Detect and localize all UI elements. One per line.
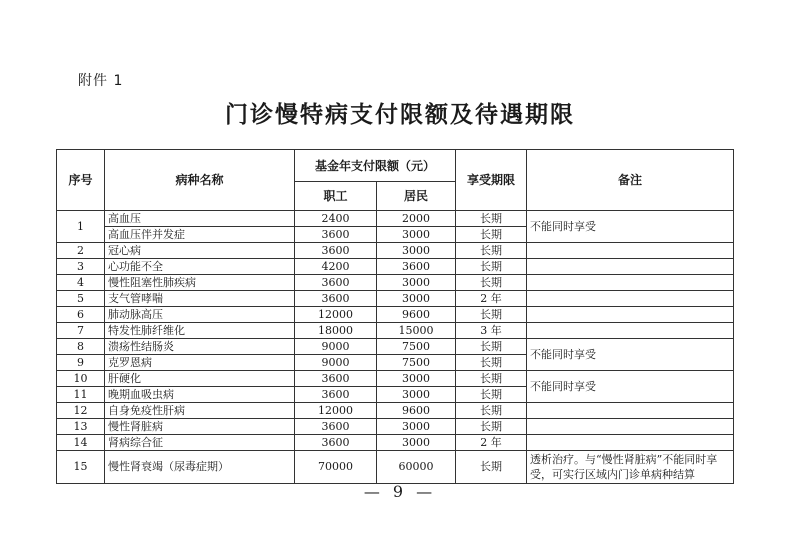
row-remark — [527, 435, 734, 451]
row-resident: 3000 — [377, 243, 456, 259]
row-no: 14 — [57, 435, 105, 451]
row-resident: 7500 — [377, 339, 456, 355]
row-period: 长期 — [456, 339, 527, 355]
row-resident: 2000 — [377, 211, 456, 227]
row-remark: 不能同时享受 — [527, 339, 734, 371]
row-no: 8 — [57, 339, 105, 355]
row-period: 2 年 — [456, 291, 527, 307]
row-resident: 9600 — [377, 307, 456, 323]
row-remark — [527, 307, 734, 323]
row-resident: 60000 — [377, 451, 456, 484]
row-disease: 肾病综合征 — [105, 435, 295, 451]
row-remark: 不能同时享受 — [527, 211, 734, 243]
row-resident: 9600 — [377, 403, 456, 419]
row-no: 12 — [57, 403, 105, 419]
header-period: 享受期限 — [456, 150, 527, 211]
row-resident: 3600 — [377, 259, 456, 275]
row-resident: 3000 — [377, 387, 456, 403]
row-period: 长期 — [456, 227, 527, 243]
row-disease: 慢性阻塞性肺疾病 — [105, 275, 295, 291]
header-resident: 居民 — [377, 182, 456, 211]
limits-table — [56, 149, 734, 484]
row-disease: 慢性肾脏病 — [105, 419, 295, 435]
row-disease: 慢性肾衰竭（尿毒症期） — [105, 451, 295, 484]
row-disease: 溃疡性结肠炎 — [105, 339, 295, 355]
row-resident: 3000 — [377, 435, 456, 451]
row-resident: 3000 — [377, 419, 456, 435]
row-resident: 3000 — [377, 371, 456, 387]
table-row — [57, 259, 734, 275]
row-employee: 3600 — [295, 371, 377, 387]
row-disease: 高血压 — [105, 211, 295, 227]
row-employee: 70000 — [295, 451, 377, 484]
row-no: 7 — [57, 323, 105, 339]
row-disease: 肝硬化 — [105, 371, 295, 387]
row-period: 长期 — [456, 403, 527, 419]
table-row — [57, 291, 734, 307]
page-title: 门诊慢特病支付限额及待遇期限 — [225, 102, 575, 128]
row-no: 1 — [57, 211, 105, 243]
table-row — [57, 435, 734, 451]
row-resident: 3000 — [377, 227, 456, 243]
row-employee: 3600 — [295, 291, 377, 307]
table-row — [57, 307, 734, 323]
row-remark: 透析治疗。与“慢性肾脏病”不能同时享受，可实行区域内门诊单病种结算 — [527, 451, 734, 484]
row-period: 长期 — [456, 259, 527, 275]
header-fund-limit: 基金年支付限额（元） — [295, 150, 456, 182]
row-period: 2 年 — [456, 435, 527, 451]
row-disease: 高血压伴并发症 — [105, 227, 295, 243]
header-no: 序号 — [57, 150, 105, 211]
row-resident: 15000 — [377, 323, 456, 339]
table-row — [57, 371, 734, 387]
row-employee: 3600 — [295, 275, 377, 291]
row-employee: 3600 — [295, 419, 377, 435]
row-disease: 支气管哮喘 — [105, 291, 295, 307]
row-disease: 肺动脉高压 — [105, 307, 295, 323]
row-no: 13 — [57, 419, 105, 435]
page-number: — 9 — — [363, 482, 437, 501]
row-no: 9 — [57, 355, 105, 371]
row-remark — [527, 291, 734, 307]
row-no: 15 — [57, 451, 105, 484]
row-remark — [527, 243, 734, 259]
row-period: 长期 — [456, 387, 527, 403]
table-row — [57, 419, 734, 435]
row-remark — [527, 275, 734, 291]
row-resident: 3000 — [377, 275, 456, 291]
row-employee: 3600 — [295, 435, 377, 451]
header-employee: 职工 — [295, 182, 377, 211]
row-period: 长期 — [456, 243, 527, 259]
row-no: 6 — [57, 307, 105, 323]
table-row — [57, 323, 734, 339]
row-no: 11 — [57, 387, 105, 403]
row-disease: 冠心病 — [105, 243, 295, 259]
row-remark — [527, 259, 734, 275]
row-period: 3 年 — [456, 323, 527, 339]
row-period: 长期 — [456, 371, 527, 387]
row-employee: 3600 — [295, 387, 377, 403]
header-remark: 备注 — [527, 150, 734, 211]
row-no: 5 — [57, 291, 105, 307]
row-period: 长期 — [456, 307, 527, 323]
row-period: 长期 — [456, 355, 527, 371]
row-employee: 12000 — [295, 307, 377, 323]
row-period: 长期 — [456, 275, 527, 291]
row-disease: 特发性肺纤维化 — [105, 323, 295, 339]
row-period: 长期 — [456, 211, 527, 227]
row-remark — [527, 323, 734, 339]
row-no: 3 — [57, 259, 105, 275]
row-employee: 9000 — [295, 355, 377, 371]
row-disease: 晚期血吸虫病 — [105, 387, 295, 403]
row-employee: 2400 — [295, 211, 377, 227]
row-no: 10 — [57, 371, 105, 387]
row-employee: 4200 — [295, 259, 377, 275]
table-row — [57, 243, 734, 259]
row-employee: 3600 — [295, 243, 377, 259]
row-disease: 自身免疫性肝病 — [105, 403, 295, 419]
table-row — [57, 403, 734, 419]
row-employee: 9000 — [295, 339, 377, 355]
table-row — [57, 275, 734, 291]
row-no: 2 — [57, 243, 105, 259]
row-period: 长期 — [456, 419, 527, 435]
row-remark — [527, 403, 734, 419]
attachment-label: 附件 1 — [78, 73, 124, 89]
row-employee: 3600 — [295, 227, 377, 243]
table-row — [57, 211, 734, 227]
row-remark — [527, 419, 734, 435]
row-resident: 7500 — [377, 355, 456, 371]
row-remark: 不能同时享受 — [527, 371, 734, 403]
row-disease: 心功能不全 — [105, 259, 295, 275]
row-disease: 克罗恩病 — [105, 355, 295, 371]
row-employee: 12000 — [295, 403, 377, 419]
row-employee: 18000 — [295, 323, 377, 339]
row-period: 长期 — [456, 451, 527, 484]
table-row — [57, 339, 734, 355]
row-resident: 3000 — [377, 291, 456, 307]
row-no: 4 — [57, 275, 105, 291]
table-row — [57, 451, 734, 484]
header-disease: 病种名称 — [105, 150, 295, 211]
